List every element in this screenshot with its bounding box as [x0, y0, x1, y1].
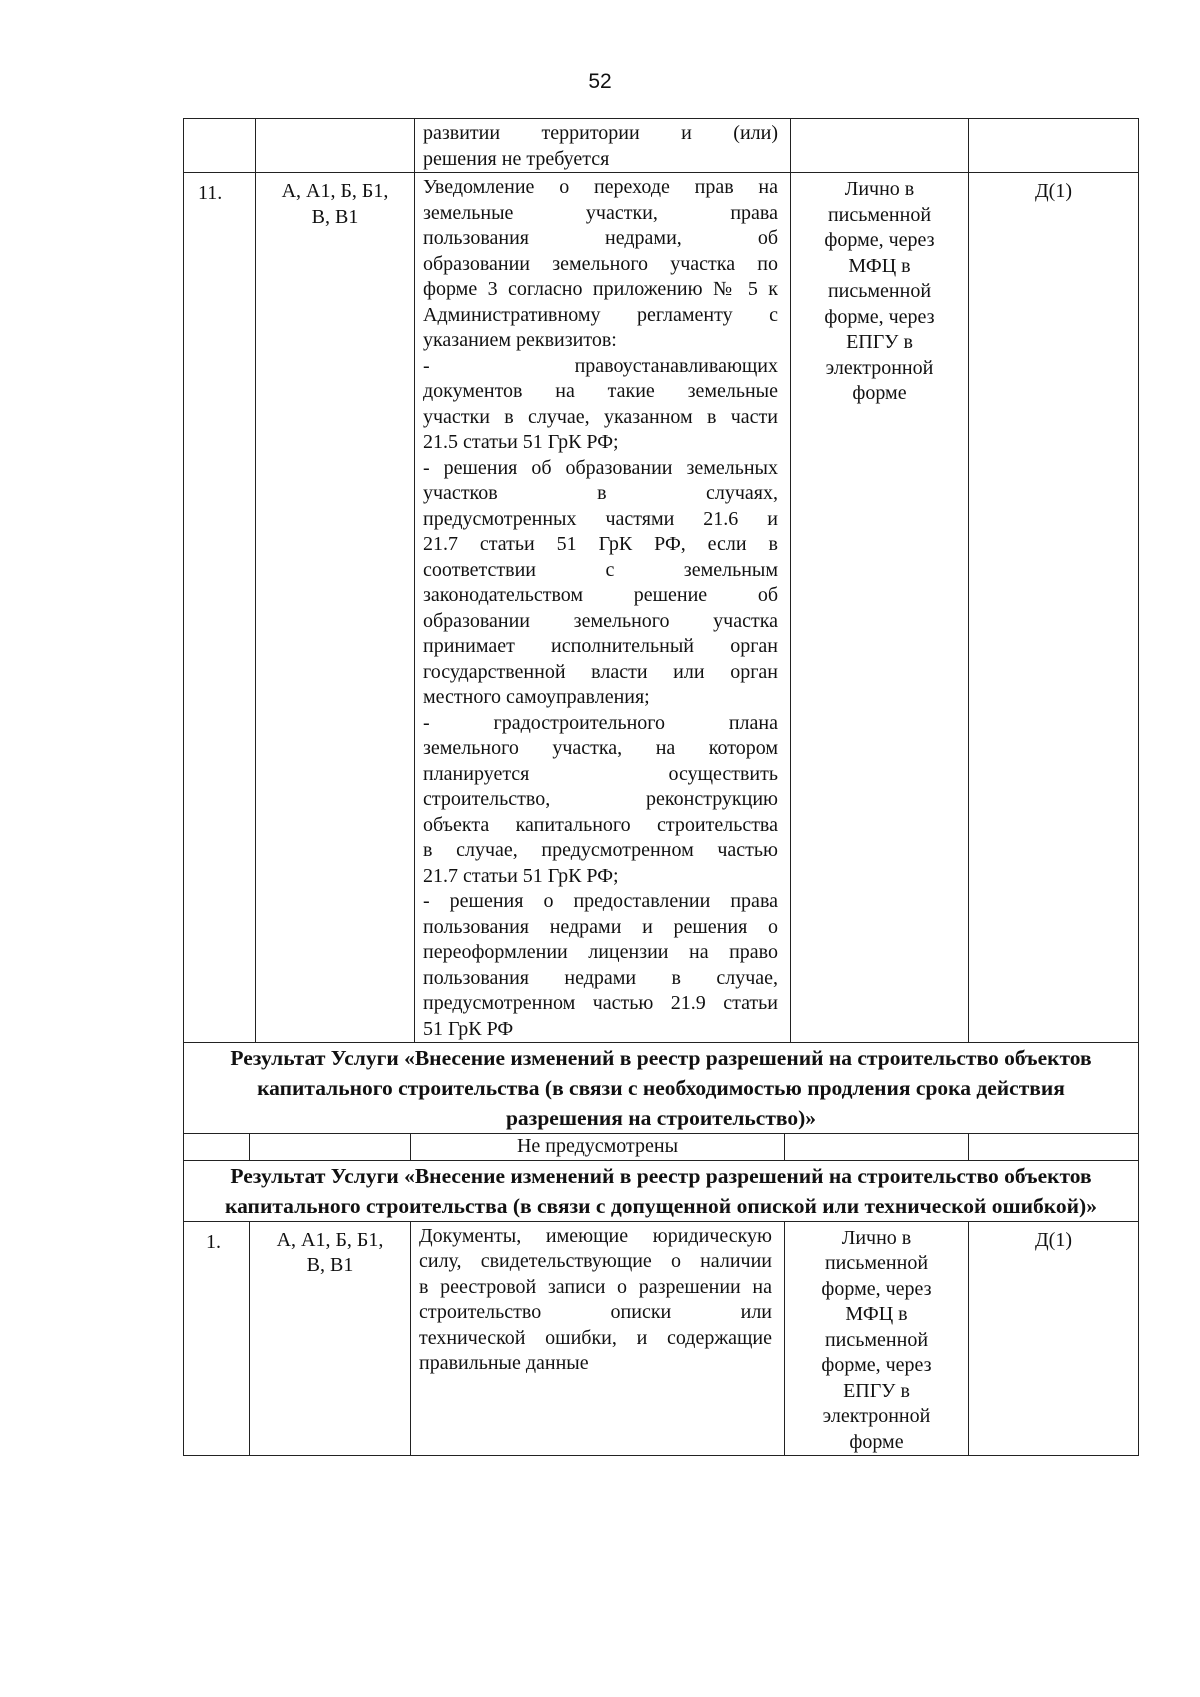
text-line: решения не требуется	[423, 147, 610, 170]
text-line: объекта капитального строительства	[423, 813, 778, 836]
table-row-not-provided	[183, 1133, 1139, 1160]
method-line: электронной	[825, 356, 934, 379]
method-line: форме, через	[824, 305, 935, 328]
table-row-continuation	[183, 118, 1139, 172]
method-line: электронной	[822, 1405, 931, 1427]
method-line: письменной	[824, 1328, 929, 1351]
section-title-typo: Результат Услуги «Внесение изменений в реестр разрешений на строительство объектов капитального строительства (в связи с допущенной опиской или технической ошибкой)»	[183, 1160, 1139, 1221]
row-number: 1.	[183, 1221, 249, 1456]
text-line: силу, свидетельствующие о наличии	[419, 1250, 772, 1272]
text-line: участков в случаях,	[423, 482, 778, 504]
cell-number	[183, 1133, 249, 1160]
method-line: Лично в	[841, 1226, 912, 1249]
cell-applicants	[255, 118, 414, 172]
text-line: - решения о предоставлении права	[423, 890, 778, 912]
text-line: документов на такие земельные	[423, 380, 778, 402]
documents-table	[183, 118, 1139, 1456]
text-line: пользования недрами, об	[423, 227, 778, 249]
method-line: форме, через	[824, 229, 935, 251]
text-line: развитии территории и (или)	[423, 122, 778, 144]
method-line: форме, через	[821, 1354, 932, 1376]
text-line: 21.5 статьи 51 ГрК РФ;	[423, 431, 619, 453]
method-line: письменной	[827, 280, 932, 302]
text-line: - правоустанавливающих	[423, 354, 778, 377]
text-line: соответствии с земельным	[423, 558, 778, 581]
text-line: Уведомление о переходе прав на	[423, 176, 778, 198]
cell-method	[790, 118, 968, 172]
method-line: письменной	[827, 203, 932, 226]
document-description	[410, 1221, 784, 1456]
text-line: пользования недрами в случае,	[423, 966, 778, 989]
text-line: - решения об образовании земельных	[423, 456, 778, 479]
table-row-1	[183, 1221, 1139, 1457]
submission-method	[790, 172, 968, 1042]
method-line: ЕПГУ в	[843, 1379, 910, 1402]
method-line: письменной	[824, 1252, 929, 1274]
method-line: МФЦ в	[845, 1303, 908, 1325]
text-line: строительство, реконструкцию	[423, 788, 778, 810]
not-provided-text: Не предусмотрены	[410, 1133, 784, 1160]
cell-applicants	[249, 1133, 410, 1160]
cell-document	[414, 118, 790, 172]
cell-code	[968, 1133, 1139, 1160]
document-code: Д(1)	[968, 172, 1139, 1042]
applicant-categories: А, А1, Б, Б1, В, В1	[255, 172, 414, 1042]
cell-number	[183, 118, 255, 172]
text-line: правильные данные	[419, 1352, 589, 1374]
text-line: планируется осуществить	[423, 762, 778, 785]
text-line: образовании земельного участка	[423, 609, 778, 632]
text-line: - градостроительного плана	[423, 711, 778, 734]
text-line: предусмотренном частью 21.9 статьи	[423, 992, 778, 1014]
method-line: форме	[852, 382, 907, 404]
method-line: ЕПГУ в	[846, 331, 913, 353]
row-number: 11.	[183, 172, 255, 1042]
text-line: технической ошибки, и содержащие	[419, 1326, 772, 1349]
cell-code	[968, 118, 1139, 172]
method-line: форме, через	[821, 1277, 932, 1300]
text-line: государственной власти или орган	[423, 660, 778, 683]
text-line: форме 3 согласно приложению № 5 к	[423, 278, 778, 300]
text-line: Административному регламенту с	[423, 303, 778, 326]
text-line: участки в случае, указанном в части	[423, 405, 778, 428]
text-line: указанием реквизитов:	[423, 329, 617, 351]
text-line: 21.7 статьи 51 ГрК РФ, если в	[423, 533, 778, 555]
text-line: в реестровой записи о разрешении на	[419, 1275, 772, 1298]
cell-method	[784, 1133, 968, 1160]
page-number: 52	[588, 70, 612, 93]
text-line: строительство описки или	[419, 1301, 772, 1323]
text-line: образовании земельного участка по	[423, 252, 778, 275]
text-line: земельные участки, права	[423, 201, 778, 224]
text-line: 51 ГрК РФ	[423, 1017, 514, 1040]
method-line: Лично в	[844, 178, 915, 200]
text-line: в случае, предусмотренном частью	[423, 839, 778, 861]
text-line: 21.7 статьи 51 ГрК РФ;	[423, 864, 619, 887]
text-line: местного самоуправления;	[423, 686, 650, 708]
document-description	[414, 172, 790, 1042]
text-line: земельного участка, на котором	[423, 737, 778, 759]
method-line: МФЦ в	[848, 254, 911, 277]
text-line: предусмотренных частями 21.6 и	[423, 507, 778, 530]
document-code: Д(1)	[968, 1221, 1139, 1456]
text-line: переоформлении лицензии на право	[423, 941, 778, 963]
text-line: принимает исполнительный орган	[423, 635, 778, 657]
text-line: законодательством решение об	[423, 584, 778, 606]
text-line: Документы, имеющие юридическую	[419, 1224, 772, 1247]
table-row-11	[183, 172, 1139, 1042]
submission-method	[784, 1221, 968, 1456]
method-line: форме	[849, 1430, 904, 1453]
applicant-categories: А, А1, Б, Б1, В, В1	[249, 1221, 410, 1456]
text-line: пользования недрами и решения о	[423, 915, 778, 938]
section-title-extension: Результат Услуги «Внесение изменений в реестр разрешений на строительство объектов капитального строительства (в связи с необходимостью продления срока действия разрешения на строительство)»	[183, 1042, 1139, 1133]
